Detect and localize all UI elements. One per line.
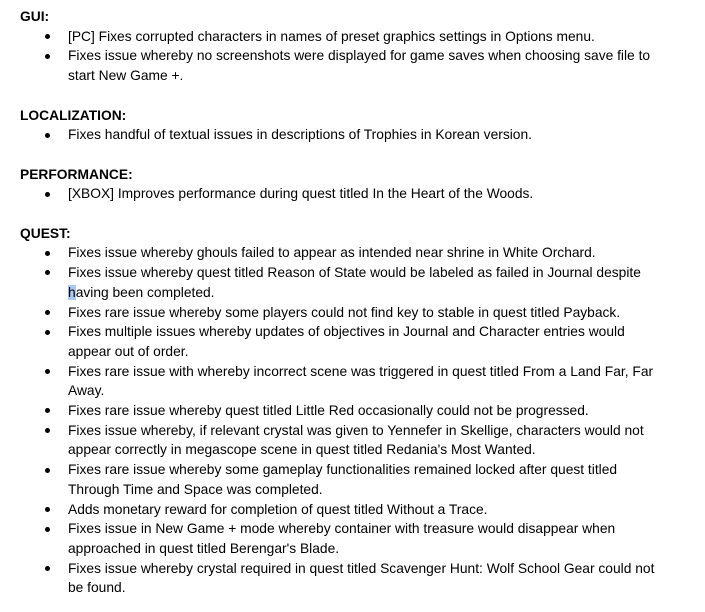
item-text-line: appear out of order.	[68, 343, 189, 359]
item-text-line: Fixes multiple issues whereby updates of objectives in Journal and Character entries would	[68, 324, 625, 340]
list-item	[20, 322, 697, 361]
item-text-line: Fixes issue whereby no screenshots were displayed for game saves when choosing save file to	[68, 48, 651, 64]
bullet-icon	[45, 428, 50, 433]
item-text-line: Fixes handful of textual issues in descriptions of Trophies in Korean version.	[68, 127, 532, 143]
bullet-icon	[45, 507, 50, 512]
list-item	[20, 303, 697, 323]
item-text-line: [XBOX] Improves performance during quest titled In the Heart of the Woods.	[68, 186, 534, 202]
item-text-line: Fixes issue whereby, if relevant crystal was given to Yennefer in Skellige, characters would not	[68, 422, 644, 438]
section-localization	[20, 106, 697, 145]
item-text: aving been completed.	[75, 284, 215, 300]
list-item	[20, 401, 697, 421]
bullet-icon	[45, 133, 50, 138]
item-text-line: Through Time and Space was completed.	[68, 481, 323, 497]
list-item	[20, 184, 697, 204]
item-text-line: Fixes issue whereby crystal required in quest titled Scavenger Hunt: Wolf School Gear could not	[68, 560, 655, 576]
bullet-icon	[45, 369, 50, 374]
bullet-icon	[45, 566, 50, 571]
item-text-line: Fixes issue in New Game + mode whereby container with treasure would disappear when	[68, 521, 616, 537]
bullet-icon	[45, 251, 50, 256]
list-item	[20, 559, 697, 598]
item-text-line: Fixes rare issue with whereby incorrect scene was triggered in quest titled From a Land Far, Far	[68, 363, 654, 379]
item-text-line: Fixes rare issue whereby some players could not find key to stable in quest titled Payback.	[68, 304, 621, 320]
section-heading-gui: GUI:	[20, 9, 50, 24]
section-heading-quest: QUEST:	[20, 225, 71, 241]
text-selection-highlight: h	[68, 284, 76, 300]
item-text-line: [PC] Fixes corrupted characters in names of preset graphics settings in Options menu.	[68, 28, 595, 44]
list-item	[20, 243, 697, 263]
bullet-icon	[45, 310, 50, 315]
item-text-line: start New Game +.	[68, 68, 184, 84]
bullet-icon	[45, 330, 50, 335]
quest-bullet-list	[20, 243, 697, 598]
list-item	[20, 125, 697, 145]
section-quest	[20, 224, 697, 598]
item-text-line: approached in quest titled Berengar's Blade.	[68, 540, 340, 556]
bullet-icon	[45, 54, 50, 59]
item-text-line	[68, 283, 697, 303]
item-text-line: Adds monetary reward for completion of quest titled Without a Trace.	[68, 501, 488, 517]
bullet-icon	[45, 270, 50, 275]
list-item	[20, 500, 697, 520]
list-item	[20, 460, 697, 499]
list-item	[20, 362, 697, 401]
bullet-icon	[45, 408, 50, 413]
item-text-line: Fixes rare issue whereby some gameplay functionalities remained locked after quest titled	[68, 462, 618, 478]
bullet-icon	[45, 192, 50, 197]
list-item	[20, 421, 697, 460]
performance-bullet-list	[20, 184, 697, 204]
section-performance	[20, 165, 697, 204]
section-heading-localization: LOCALIZATION:	[20, 107, 127, 123]
bullet-icon	[45, 527, 50, 532]
item-text-line: Fixes rare issue whereby quest titled Little Red occasionally could not be progressed.	[68, 403, 589, 419]
item-text-line: appear correctly in megascope scene in quest titled Redania's Most Wanted.	[68, 442, 536, 458]
section-heading-performance: PERFORMANCE:	[20, 166, 133, 182]
item-text-line: Fixes issue whereby quest titled Reason of State would be labeled as failed in Journal despite	[68, 265, 641, 281]
list-item	[20, 27, 697, 47]
bullet-icon	[45, 468, 50, 473]
item-text-line: Away.	[68, 383, 105, 399]
list-item	[20, 263, 697, 302]
section-gui	[20, 7, 697, 86]
item-text-line: be found.	[68, 580, 126, 596]
gui-bullet-list	[20, 27, 697, 86]
list-item	[20, 519, 697, 558]
localization-bullet-list	[20, 125, 697, 145]
item-text-line: Fixes issue whereby ghouls failed to appear as intended near shrine in White Orchard.	[68, 245, 596, 261]
bullet-icon	[45, 34, 50, 39]
list-item	[20, 46, 697, 85]
